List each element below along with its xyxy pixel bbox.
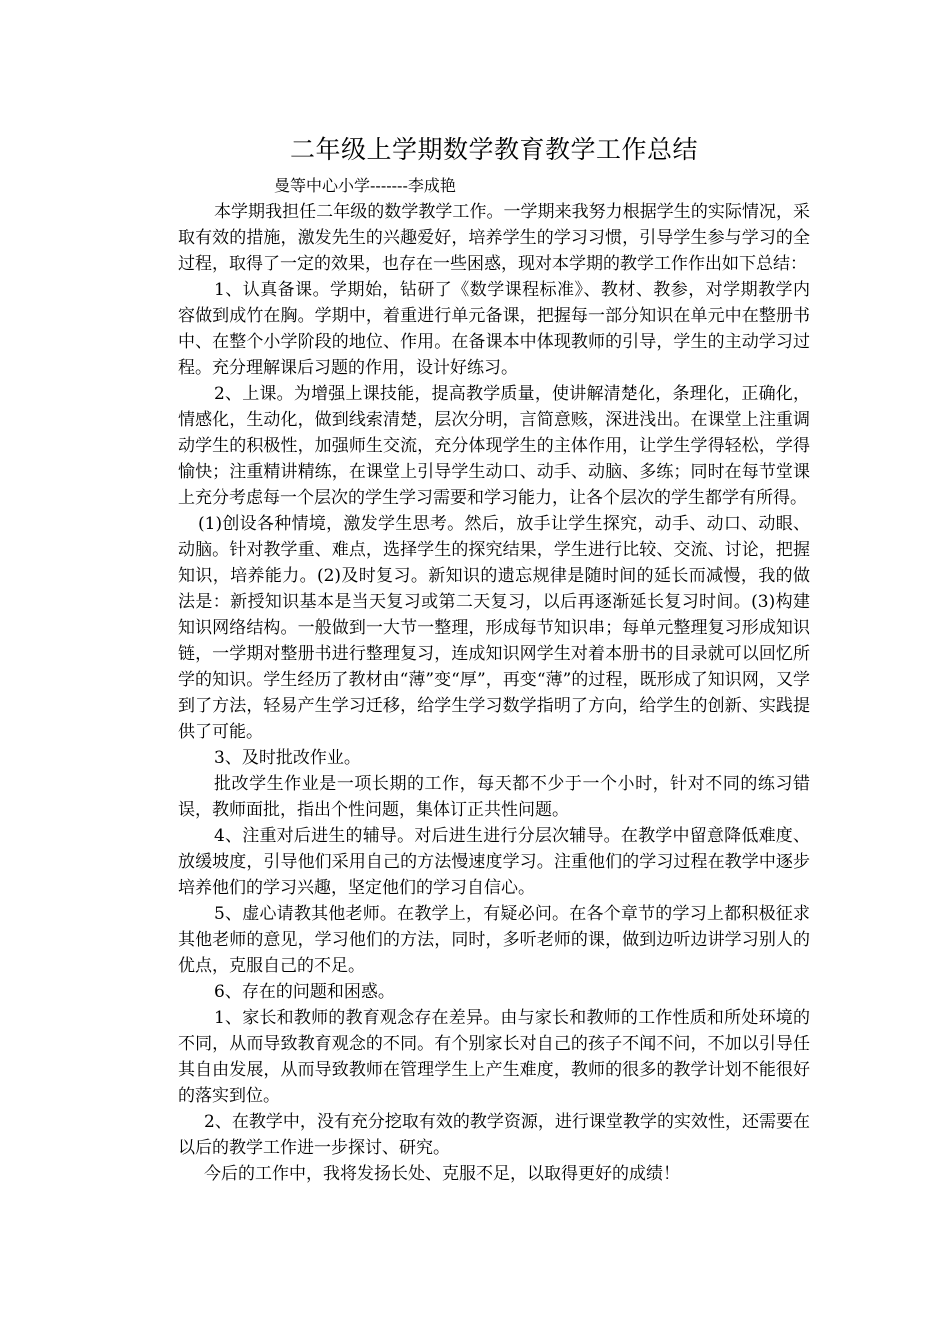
section-4-tutoring: 4、注重对后进生的辅导。对后进生进行分层次辅导。在教学中留意降低难度、放缓坡度，引导他们采用自己的方法慢速度学习。注重他们的学习过程在教学中逐步培养他们的学习兴趣，坚定他们的学习自信心。 — [178, 826, 810, 898]
section-6-heading: 6、存在的问题和困惑。 — [214, 982, 395, 1002]
section-2-teaching: 2、上课。为增强上课技能，提高教学质量，使讲解清楚化，条理化，正确化，情感化，生动化，做到线索清楚，层次分明，言简意赅，深进浅出。在课堂上注重调动学生的积极性，加强师生交流，充分体现学生的主体作用，让学生学得轻松，学得愉快；注重精讲精练，在课堂上引导学生动口、动手、动脑、多练；同时在每节堂课上充分考虑每一个层次的学生学习需要和学习能力，让各个层次的学生都学有所得。 — [178, 384, 810, 508]
section-2-methods: (1)创设各种情境，激发学生思考。然后，放手让学生探究，动手、动口、动眼、动脑。针对教学重、难点，选择学生的探究结果，学生进行比较、交流、讨论，把握知识，培养能力。(2)及时复习。新知识的遗忘规律是随时间的延长而减慢，我的做法是：新授知识基本是当天复习或第二天复习，以后再逐渐延长复习时间。(3)构建知识网络结构。一般做到一大节一整理，形成每节知识串；每单元整理复习形成知识链，一学期对整册书进行整理复习，连成知识网学生对着本册书的目录就可以回忆所学的知识。学生经历了教材由“薄”变“厚”，再变“薄”的过程，既形成了知识网，又学到了方法，轻易产生学习迁移，给学生学习数学指明了方向，给学生的创新、实践提供了可能。 — [178, 514, 810, 742]
section-3-heading: 3、及时批改作业。 — [214, 748, 361, 768]
closing-paragraph: 今后的工作中，我将发扬长处、克服不足，以取得更好的成绩！ — [204, 1164, 680, 1184]
author-line: 曼等中心小学-------李成艳 — [274, 176, 456, 195]
section-1-preparation: 1、认真备课。学期始，钻研了《数学课程标准》、教材、教参，对学期教学内容做到成竹在胸。学期中，着重进行单元备课，把握每一部分知识在单元中在整册书中、在整个小学阶段的地位、作用。在备课本中体现教师的引导，学生的主动学习过程。充分理解课后习题的作用，设计好练习。 — [178, 280, 810, 378]
section-3-body: 批改学生作业是一项长期的工作，每天都不少于一个小时，针对不同的练习错误，教师面批，指出个性问题，集体订正共性问题。 — [178, 774, 810, 820]
document-title: 二年级上学期数学教育教学工作总结 — [289, 135, 698, 164]
problem-2-paragraph: 2、在教学中，没有充分挖取有效的教学资源，进行课堂教学的实效性，还需要在以后的教学工作进一步探讨、研究。 — [178, 1112, 810, 1158]
problem-1-paragraph: 1、家长和教师的教育观念存在差异。由与家长和教师的工作性质和所处环境的不同，从而导致教育观念的不同。有个别家长对自己的孩子不闻不问，不加以引导任其自由发展，从而导致教师在管理学生上产生难度，教师的很多的教学计划不能很好的落实到位。 — [178, 1008, 810, 1106]
section-5-learning: 5、虚心请教其他老师。在教学上，有疑必问。在各个章节的学习上都积极征求其他老师的意见，学习他们的方法，同时，多听老师的课，做到边听边讲学习别人的优点，克服自己的不足。 — [178, 904, 810, 976]
document-page — [178, 132, 810, 1187]
intro-paragraph: 本学期我担任二年级的数学教学工作。一学期来我努力根据学生的实际情况，采取有效的措施，激发先生的兴趣爱好，培养学生的学习习惯，引导学生参与学习的全过程，取得了一定的效果，也存在一些困惑，现对本学期的教学工作作出如下总结： — [178, 202, 810, 274]
